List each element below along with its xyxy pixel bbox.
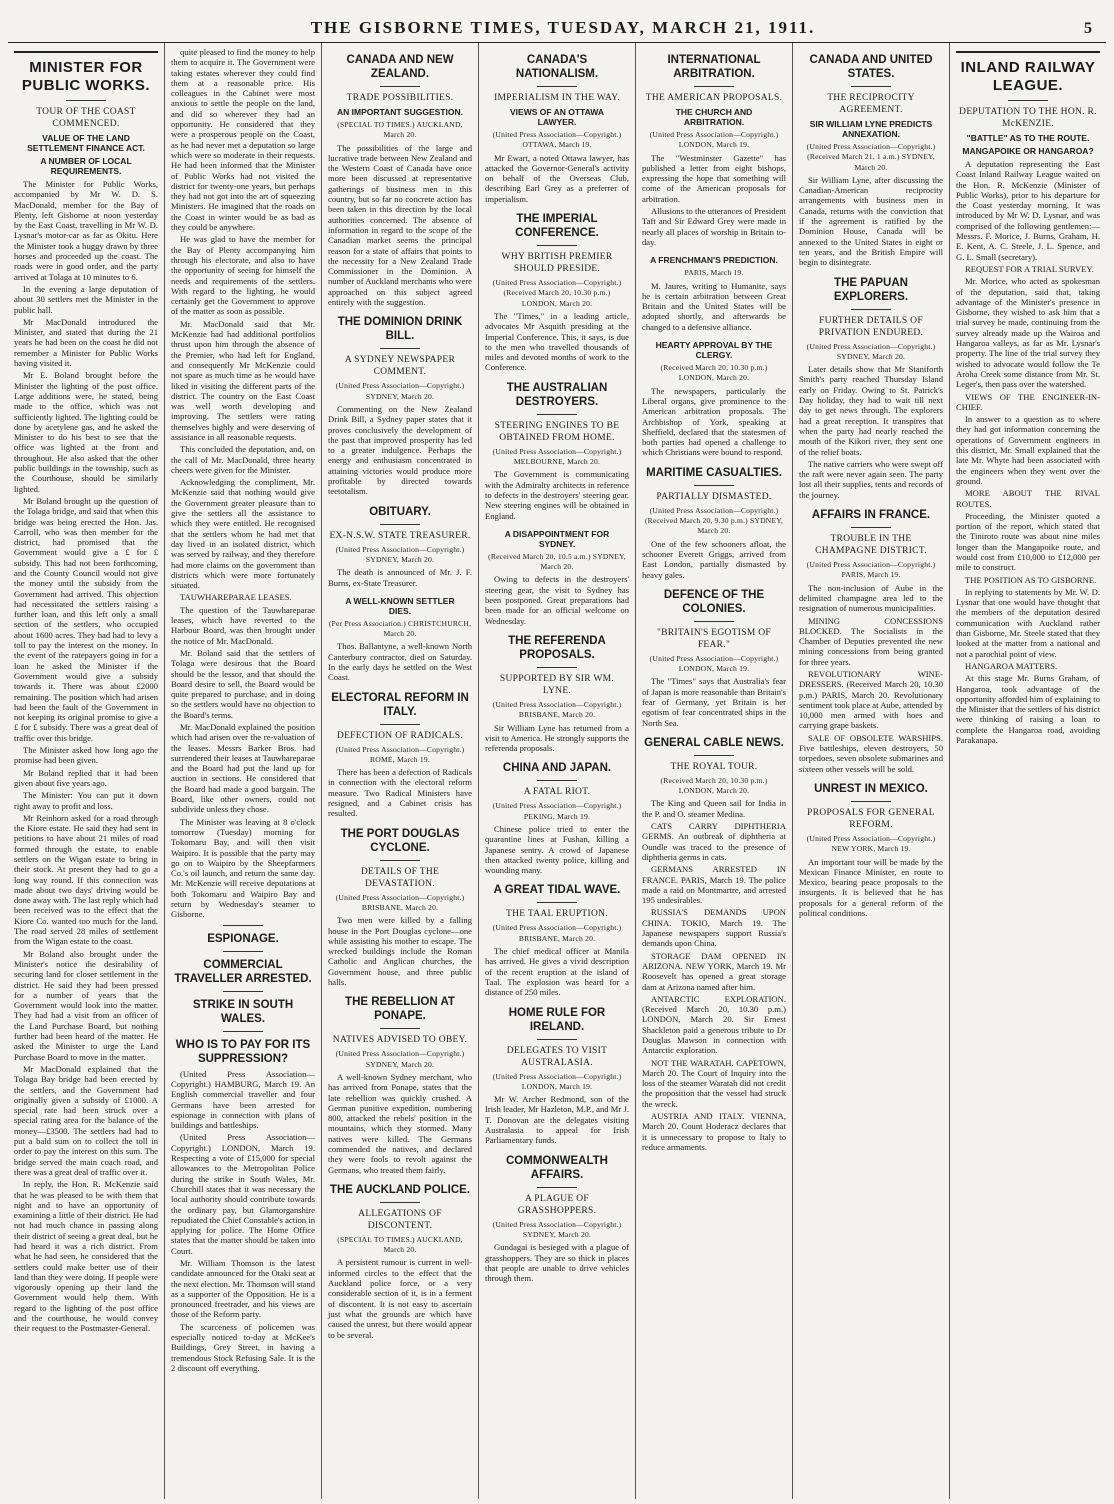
article-paragraph: The non-inclusion of Aube in the delimited champagne area led to the resignation of numerous municipalities. xyxy=(799,582,943,614)
article-subhead: NATIVES ADVISED TO OBEY. xyxy=(332,1035,468,1046)
article-paragraph: The Minister was leaving at 8 o'clock tomorrow (Tuesday) morning for Tokomaru Bay, and will then visit Waipiro. It is possible that the party may go on to Waipiro by the Sheepfarmers Co.'s oil launch, and return the same day. Mr. McKenzie will receive deputations at both Tokomaru and Waipiro Bay and return by Wednesday's steamer to Gisborne. xyxy=(171,816,315,920)
article-paragraph: Mr Reinhorn asked for a road through the Kiore estate. He said they had sent in petitions to have about 21 miles of road formed through the estate, to enable settlers on the Wigan estate to bring in their stock. At present they had to go a long way round. If this connection was made about two days' driving would be done away with. The last reply which had been received was to the effect that the Kiore Co. wanted too much for the land. The road served 28 miles of settlement from the Wigan estate to the coast. xyxy=(14,812,158,947)
article-headline: THE AUSTRALIAN DESTROYERS. xyxy=(506,381,608,408)
article-headline: THE PAPUAN EXPLORERS. xyxy=(833,276,909,303)
article xyxy=(799,276,943,500)
headline-divider xyxy=(537,1187,577,1188)
article-paragraph: quite pleased to find the money to help them to acquire it. The Government were taking estates wherever they could find them at a reasonable price. His colleagues in the Cabinet were most anxious to settle the people on the land, and did so wherever they had an opportunity. He considered that they were a prosperous people on the Coast, as he had never met a deputation so large which were so moderate in their requests. He had been informed that the Minister of Public Works had not visited the district for twenty-one years, but perhaps they had not got into the art of squeezing Ministers. He imagined that the roads on the Coast in winter would be as bad as they could be anywhere. xyxy=(171,47,315,233)
headline-divider xyxy=(380,860,420,861)
article-dateline: (SPECIAL TO TIMES.) AUCKLAND, March 20. xyxy=(337,120,463,140)
article-subhead: A PLAGUE OF GRASSHOPPERS. xyxy=(517,1193,597,1216)
article-paragraph: TAUWHAREPARAE LEASES. xyxy=(180,592,292,603)
article-paragraph: Mr. Morice, who acted as spokesman of the deputation, said that, taking advantage of the Minister's presence in Gisborne, they wished to ask him that a trial survey be made, continuing from the survey already made up the Wairoa and Hangaroa valleys, as far as Mr. Lysnar's property. The line of the trial survey they wished to advocate would follow the Te Aroha Creek some distance from Mr. St. Leger's, then pass over the watershed. xyxy=(956,276,1100,390)
article-paragraph: The Minister asked how long ago the promise had been given. xyxy=(14,745,158,766)
article-paragraph: ANTARCTIC EXPLORATION. (Received March 20, 10.30 p.m.) LONDON, March 20. Sir Ernest Shackleton paid a generous tribute to Dr Douglas Mawson in connection with Antarctic exploration. xyxy=(642,993,786,1056)
headline-divider xyxy=(537,667,577,668)
article-paragraph: In replying to statements by Mr. W. D. Lysnar that one would have thought that the members of the deputation desired communication with Auckland rather than Gisborne, Mr. Steele stated that they looked at the matter from a national and not a parochial point of view. xyxy=(956,586,1100,659)
article-paragraph: Mr Boland replied that it had been given about five years ago. xyxy=(14,767,158,788)
article-headline: CHINA AND JAPAN. xyxy=(502,762,612,775)
article xyxy=(328,53,472,307)
article xyxy=(485,883,629,997)
section-divider xyxy=(223,925,263,926)
article-subhead: A NUMBER OF LOCAL REQUIREMENTS. xyxy=(40,156,132,176)
article xyxy=(642,340,786,458)
article-subhead: PARTIALLY DISMASTED. xyxy=(656,491,772,502)
article-headline: THE PORT DOUGLAS CYCLONE. xyxy=(340,827,460,854)
article-headline: AFFAIRS IN FRANCE. xyxy=(811,509,931,522)
article-subhead: "BRITAIN'S EGOTISM OF FEAR." xyxy=(656,627,772,650)
article-subhead: AN IMPORTANT SUGGESTION. xyxy=(337,107,463,117)
article xyxy=(642,736,786,1152)
headline-divider xyxy=(380,86,420,87)
article-dateline: (Received March 20, 10.5 a.m.) SYDNEY, March 20. xyxy=(488,551,626,572)
article xyxy=(171,47,315,1373)
article xyxy=(14,51,158,1334)
article-paragraph: The newspapers, particularly the Liberal organs, give prominence to the American arbitration proposals. The Archbishop of York, speaking at Sheffield, declared that the statesmen of both parties had opened a challenge to which Christians were bound to respond. xyxy=(642,385,786,458)
article-subhead: VALUE OF THE LAND SETTLEMENT FINANCE ACT. xyxy=(27,133,145,153)
article-dateline: (Per Press Association.) CHRISTCHURCH, March 20. xyxy=(328,618,472,639)
article-paragraph: Mr E. Boland brought before the Minister the lighting of the post office. Large additions were, he stated, being made to the office, which was not sufficiently lighted. The lighting could be done by acetylene gas, and he asked the Minister to do his best to see that the office was lighted at the front and throughout. He also asked that the other public buildings in the township, such as the Courthouse, should be similarly lighted. xyxy=(14,370,158,494)
article-headline: A GREAT TIDAL WAVE. xyxy=(493,884,621,897)
article xyxy=(485,381,629,521)
article-headline: ELECTORAL REFORM IN ITALY. xyxy=(331,691,469,718)
article-subhead: PROPOSALS FOR GENERAL REFORM. xyxy=(807,807,935,830)
article xyxy=(328,691,472,819)
article-headline: THE REBELLION AT PONAPE. xyxy=(345,996,455,1023)
article-paragraph: The "Westminster Gazette" has published a letter from eight bishops, expressing the hope that something will come of the American proposals for arbitration. xyxy=(642,152,786,204)
headline-divider xyxy=(694,755,734,756)
headline-divider xyxy=(851,309,891,310)
article-paragraph: SALE OF OBSOLETE WARSHIPS. Five battleships, eleven destroyers, 50 torpedoes, seven obsolete submarines and sixteen other vessels will be sold. xyxy=(799,732,943,774)
article-subhead: SIR WILLIAM LYNE PREDICTS ANNEXATION. xyxy=(809,119,933,139)
article-dateline: (United Press Association—Copyright.) LONDON, March 19. xyxy=(649,653,779,674)
article-subhead: THE AMERICAN PROPOSALS. xyxy=(645,93,783,103)
section-divider xyxy=(223,951,263,952)
article-dateline: (United Press Association—Copyright.) BRISBANE, March 20. xyxy=(335,892,465,912)
article-paragraph: The chief medical officer at Manila has arrived. He gives a vivid description of the recent eruption at the island of Taal. The explosion was heard for a distance of 250 miles. xyxy=(485,946,629,998)
headline-divider xyxy=(380,724,420,725)
article-subhead: IMPERIALISM IN THE WAY. xyxy=(494,93,620,103)
columns-container xyxy=(8,43,1106,1499)
article-dateline: (United Press Association—Copyright.) OTTAWA, March 19. xyxy=(492,130,622,150)
article-headline: CANADA'S NATIONALISM. xyxy=(515,54,599,80)
article-paragraph: Owing to defects in the destroyers' steering gear, the visit to Sydney has been postponed. Great preparations had been made for an official welcome on Wednesday. xyxy=(485,574,629,626)
article-paragraph: The scarceness of policemen was especially noticed to-day at McKee's Buildings, Grey Street, in having a tremendous Stock Refusing Sale. It is the 2 discount off everything. xyxy=(171,1321,315,1373)
article-paragraph: The Minister for Public Works, accompanied by Mr W. D. S. MacDonald, member for the Bay of Plenty, left Gisborne at noon yesterday by the East Coast, travelling in Mr W. D. Lysnar's motor-car as far as Okitu. Here the Minister took a buggy drawn by three horses and proceeded up the coast. The roads were in good order, and the party arrived at Tolaga at 10 minutes to 6. xyxy=(14,179,158,282)
article-dateline: (United Press Association—Copyright.) BRISBANE, March 20. xyxy=(492,699,622,720)
article-paragraph: Mr. MacDonald said that Mr. McKenzie had had additional portfolios thrust upon him through the absence of the Premier, who had left for England, and consequently Mr McKenzie could not spare as much time as he would have liked in visiting the different parts of the district. The country on the East Coast was well worth developing and improving. The settlers were rating themselves highly and were deserving of assistance in all reasonable requests. xyxy=(171,318,315,442)
article xyxy=(642,588,786,728)
article-dateline: (United Press Association—Copyright.) LONDON, March 19. xyxy=(649,130,779,150)
article-paragraph: In reply, the Hon. R. McKenzie said that he was pleased to be with them that night and to have an opportunity of examining a little of their district. He had not had much chance in passing along their district of seeing a great deal, but he had heard it was a rich district. From what he had seen, he considered that the settlers could make better use of their land than they were doing. If people were vigorously opening up their land the Government would help them. With regard to the lighting of the post office and the courthouse, he would convey their request to the Postmaster-General. xyxy=(14,1179,158,1334)
article-headline: CANADA AND UNITED STATES. xyxy=(809,54,933,80)
article-paragraph: Mr. MacDonald explained the position which had arisen over the re-valuation of the leases. Messrs Barker Bros. had surrendered their leases at Tauwhareparae and the Board had put the land up for auction in sections. He considered that the Board had made a good bargain. The Board, like other owners, could not subdivide unless they chose. xyxy=(171,722,315,815)
article-subhead: EX-N.S.W. STATE TREASURER. xyxy=(329,530,471,541)
article-paragraph: Allusions to the utterances of President Taft and Sir Edward Grey were made in nearly all places of worship in Britain to-day. xyxy=(642,206,786,247)
article-paragraph: An important tour will be made by the Mexican Finance Minister, en route to Mexico, bearing peace proposals to the insurgents. It is believed that he has proposals for a general reform of the political conditions. xyxy=(799,856,943,919)
article-paragraph: Gundagai is besieged with a plague of grasshoppers. They are so thick in places that people are unable to drive vehicles through them. xyxy=(485,1242,629,1284)
article xyxy=(328,596,472,683)
article-dateline: (United Press Association—Copyright.) LONDON, March 19. xyxy=(492,1071,622,1091)
article-dateline: (United Press Association—Copyright.) BRISBANE, March 20. xyxy=(492,923,622,943)
article-subhead: MANGAPOIKE OR HANGAROA? xyxy=(962,146,1094,156)
article-dateline: (United Press Association—Copyright.) (Received March 21, 1 a.m.) SYDNEY, March 20. xyxy=(806,142,936,172)
article-paragraph: One of the few schooners afloat, the schooner Everett Griggs, arrived from East London, partially dismasted by heavy gales. xyxy=(642,538,786,580)
article xyxy=(328,1183,472,1340)
article-paragraph: STORAGE DAM OPENED IN ARIZONA. NEW YORK, March 19. Mr Roosevelt has opened a great storage dam at Arizona named after him. xyxy=(642,950,786,992)
article-paragraph: A persistent rumour is current in well-informed circles to the effect that the Auckland police force, or a very considerable section of it, is in a ferment of discontent. It is not easy to ascertain just what the grounds are which have caused the unrest, but there would appear to be several. xyxy=(328,1257,472,1340)
article-paragraph: Sir William Lyne, after discussing the Canadian-American reciprocity arrangements with business men in Canada, returns with the conviction that if the agreement is ratified by the Dominion House, Canada will be annexed to the United States in eight or ten years, and the British Empire will begin to disintegrate. xyxy=(799,174,943,268)
headline-divider xyxy=(537,780,577,781)
article-subhead: TROUBLE IN THE CHAMPAGNE DISTRICT. xyxy=(815,534,927,557)
article xyxy=(328,505,472,588)
article xyxy=(485,1006,629,1146)
article xyxy=(485,634,629,753)
article-subhead: A FRENCHMAN'S PREDICTION. xyxy=(650,255,778,266)
article-dateline: (Received March 20, 10.30 p.m.) LONDON, March 20. xyxy=(660,775,768,796)
article-subhead: SUPPORTED BY SIR WM. LYNE. xyxy=(499,673,615,696)
article-headline: CANADA AND NEW ZEALAND. xyxy=(346,54,454,80)
article-dateline: (United Press Association—Copyright.) SYDNEY, March 20. xyxy=(335,544,465,564)
article xyxy=(642,255,786,332)
article-paragraph: Mr Boland also brought under the Minister's notice the desirability of securing land for closer settlement in the district. He said they had been pressed for a number of years that the Government would look into the matter. They had had a visit from an officer of the Land Purchase Board, but nothing further had been heard of the matter. He asked the Minister to urge the Land Purchase Board to move in the matter. xyxy=(14,948,158,1062)
article-paragraph: The native carriers who were swept off the raft were never again seen. The party lost all their supplies, tents and records of the journey. xyxy=(799,458,943,500)
masthead xyxy=(8,0,1106,43)
article-paragraph: A deputation representing the East Coast Inland Railway League waited on the Hon. R. McKenzie (Minister of Public Works), prior to his departure for the Coast yesterday morning. It was introduced by Mr W. D. Lysnar, and was comprised of the following gentlemen:—Messrs. F. Morice, J. Burns, Graham, H. E. Kent, A. C. Steele, J. L. Spence, and G. L. Small (secretary). xyxy=(956,159,1100,262)
article-dateline: (United Press Association—Copyright.) ROME, March 19. xyxy=(335,744,465,764)
article-paragraph: GERMANS ARRESTED IN FRANCE. PARIS, March 19. The police made a raid on Montmartre, and arrested 195 undesirables. xyxy=(642,864,786,906)
article-subhead: STEERING ENGINES TO BE OBTAINED FROM HOME. xyxy=(494,420,620,443)
article-subhead: TOUR OF THE COAST COMMENCED. xyxy=(36,107,136,129)
headline-divider xyxy=(537,86,577,87)
section-divider xyxy=(223,991,263,992)
article-paragraph: Mr. Boland said that the settlers of Tolaga were desirous that the Board should be the lessor, and that should the Board desire to sell, the Board would be quite prepared to purchase, and in doing so the settlers would have no objection to the Board's terms. xyxy=(171,647,315,720)
article xyxy=(485,1154,629,1284)
article-paragraph: CATS CARRY DIPHTHERIA GERMS. An outbreak of diphtheria at Oundle was traced to the presence of diphtheria germs in cats. xyxy=(642,821,786,862)
headline-divider xyxy=(537,902,577,903)
article-headline: GENERAL CABLE NEWS. xyxy=(644,736,784,749)
article-paragraph: There has been a defection of Radicals in connection with the electoral reform measure. Two Radical Ministers have resigned, and a Cabinet crisis has resulted. xyxy=(328,767,472,819)
article-paragraph: (United Press Association—Copyright.) LONDON, March 19. Respecting a vote of £15,000 for special allowances to the Metropolitan Police during the strike in South Wales, Mr. Churchill states that it was necessary the local authority should contribute towards the ordinary pay, but Glamorganshire repudiated the Chief Constable's action in applying for police. The Home Office states that the matter should be taken into Court. xyxy=(171,1132,315,1256)
article-subhead: A FATAL RIOT. xyxy=(523,787,591,798)
column-5 xyxy=(636,43,793,1499)
article-paragraph: The "Times," in a leading article, advocates Mr Asquith presiding at the Imperial Conference. This, it says, is due to the men who travelled thousands of miles and devoted months of work to the Conference. xyxy=(485,310,629,373)
article-paragraph: This concluded the deputation, and, on the call of Mr. MacDonald, three hearty cheers were given for the Minister. xyxy=(171,444,315,475)
article-paragraph: AUSTRIA AND ITALY. VIENNA, March 20. Count Hoderacz declares that it is unnecessary to propose to Italy to reduce armaments. xyxy=(642,1111,786,1152)
article xyxy=(799,508,943,774)
article-subhead: A SYDNEY NEWSPAPER COMMENT. xyxy=(344,355,456,378)
headline-divider xyxy=(537,245,577,246)
article-paragraph: The "Times" says that Australia's fear of Japan is more reasonable than Britain's fear of Germany, yet Britain is her egotism of fear concentrated ships in the North Sea. xyxy=(642,676,786,728)
article-paragraph: The King and Queen sail for India in the P. and O. steamer Medina. xyxy=(642,798,786,819)
headline-divider xyxy=(380,1202,420,1203)
page-number: 5 xyxy=(1084,20,1092,37)
article xyxy=(642,53,786,247)
article-subhead: "BATTLE" AS TO THE ROUTE. xyxy=(966,133,1090,143)
headline-rule xyxy=(956,51,1100,53)
article-paragraph: Chinese police tried to enter the quarantine lines at Fushan, killing a Japanese sentry. A crowd of Japanese then attacked twenty police, killing and wounding many. xyxy=(485,823,629,876)
article-dateline: (United Press Association—Copyright.) (Received March 20, 10.30 p.m.) LONDON, March 20. xyxy=(492,278,622,308)
article-paragraph: Two men were killed by a falling house in the Port Douglas cyclone—one while assisting his mother to escape. The wrecked buildings include the Roman Catholic and Anglican churches, the Government house, and three public halls. xyxy=(328,915,472,988)
headline-divider xyxy=(537,1039,577,1040)
article-paragraph: Mr MacDonald explained that the Tolaga Bay bridge had been erected by the settlers, and the Government had originally given a subsidy of £1000. A special rate had been struck over a special rating area for the balance of the money—£3500. The settlers had had to put a bald sum on to collect the toll in order to pay the interest on this sum. The bridge served the main coach road, and there was a great deal of traffic over it. xyxy=(14,1063,158,1177)
article-dateline: PARIS, March 19. xyxy=(684,268,744,278)
article-paragraph: In answer to a question as to where they had got information concerning the operations of Government engineers in this district, Mr. Small explained that the late Mr. Whyte had been associated with the engineers when they went over the ground. xyxy=(956,414,1100,486)
section-heading: WHO IS TO PAY FOR ITS SUPPRESSION? xyxy=(175,1038,311,1065)
article-paragraph: THE POSITION AS TO GISBORNE. xyxy=(965,574,1097,585)
headline-rule xyxy=(14,51,158,53)
article-dateline: (United Press Association—Copyright.) PARIS, March 19. xyxy=(806,560,936,580)
article-paragraph: MINING CONCESSIONS BLOCKED. The Socialists in the Chamber of Deputies prevented the new mining concessions from being granted for three years. xyxy=(799,615,943,667)
article-headline: THE AUCKLAND POLICE. xyxy=(329,1183,471,1196)
article-subhead: HEARTY APPROVAL BY THE CLERGY. xyxy=(655,340,773,361)
article-dateline: (United Press Association—Copyright.) PEKING, March 19. xyxy=(492,801,622,821)
article-dateline: (United Press Association—Copyright.) (Received March 20, 9.30 p.m.) SYDNEY, March 20. xyxy=(644,505,784,536)
article-headline: THE IMPERIAL CONFERENCE. xyxy=(515,213,599,240)
article xyxy=(328,827,472,988)
headline-divider xyxy=(380,524,420,525)
article-paragraph: Mr. William Thomson is the latest candidate announced for the Otaki seat at the next election. Mr. Thomson will stand as a supporter of the Opposition. He is a pronounced freetrader, and his views are those of the Reform party. xyxy=(171,1257,315,1320)
article-headline: MINISTER FOR PUBLIC WORKS. xyxy=(21,59,151,94)
column-4 xyxy=(479,43,636,1499)
headline-divider xyxy=(694,86,734,87)
article xyxy=(485,212,629,373)
article-paragraph: At this stage Mr. Burns Graham, of Hangaroa, took advantage of the opportunity afforded him of explaining to the Minister that the settlers of his district were thinking of raising a loan to complete the Hangaroa road, avoiding Parakanapa. xyxy=(956,673,1100,746)
section-heading: COMMERCIAL TRAVELLER ARRESTED. xyxy=(174,958,312,985)
headline-divider xyxy=(851,527,891,528)
article-paragraph: M. Jaures, writing to Humanite, says he is certain arbitration between Great Britain and the United States will be adopted shortly, and afterwards be changed to a defensive alliance. xyxy=(642,280,786,332)
article xyxy=(485,761,629,875)
article-dateline: (United Press Association—Copyright.) NEW YORK, March 19. xyxy=(806,833,936,854)
article-subhead: DETAILS OF THE DEVASTATION. xyxy=(360,866,440,889)
article xyxy=(642,466,786,580)
headline-divider xyxy=(851,86,891,87)
article-paragraph: Thos. Ballantyne, a well-known North Canterbury contractor, died on Saturday. In the early days he settled on the West Coast. xyxy=(328,641,472,683)
article-paragraph: NOT THE WARATAH. CAPETOWN, March 20. The Court of Inquiry into the loss of the steamer Waratah did not credit the proposition that the vessel had struck the wreck. xyxy=(642,1057,786,1109)
article-subhead: ALLEGATIONS OF DISCONTENT. xyxy=(358,1208,442,1231)
article-headline: THE DOMINION DRINK BILL. xyxy=(337,316,463,343)
section-heading: ESPIONAGE. xyxy=(207,932,279,945)
article-paragraph: The Government is communicating with the Admiralty architects in reference to defects in the destroyers' steering gear. New steering engines will be obtained in England. xyxy=(485,469,629,521)
article-paragraph: The Minister: You can put it down right away to profit and loss. xyxy=(14,790,158,811)
article-headline: INLAND RAILWAY LEAGUE. xyxy=(960,59,1096,94)
column-1 xyxy=(8,43,165,1499)
article-paragraph: Mr Ewart, a noted Ottawa lawyer, has attacked the Governor-General's activity on behalf of the Overseas Club, describing Earl Grey as a preferrer of imperialism. xyxy=(485,152,629,204)
article-dateline: (United Press Association—Copyright.) SYDNEY, March 20. xyxy=(335,381,465,401)
article xyxy=(956,51,1100,745)
headline-divider xyxy=(694,485,734,486)
column-7 xyxy=(950,43,1106,1499)
article-subhead: FURTHER DETAILS OF PRIVATION ENDURED. xyxy=(818,315,924,338)
article-paragraph: Later details show that Mr Staniforth Smith's party reached Thursday Island early on Friday. Owing to St. Patrick's Day holiday, they had to wait till next day to get news through. The explorers had a great reception. It transpires that when the party had nearly reached the mouth of the Kikori river, they sent one of the relief boats. xyxy=(799,364,943,457)
article-dateline: (United Press Association—Copyright.) SYDNEY, March 20. xyxy=(806,341,936,361)
article-subhead: A DISAPPOINTMENT FOR SYDNEY. xyxy=(504,528,610,549)
article-paragraph: The question of the Tauwhareparae leases, which have reverted to the Harbour Board, was then brought under the notice of Mr. MacDonald. xyxy=(171,604,315,646)
article-subhead: TRADE POSSIBILITIES. xyxy=(346,93,454,103)
article xyxy=(485,529,629,626)
article-headline: HOME RULE FOR IRELAND. xyxy=(508,1006,606,1033)
article-paragraph: Acknowledging the compliment, Mr. McKenzie said that nothing would give the Government greater pleasure than to give the settlers all the assistance to which they were entitled. He recognised that the settlers whom he had met that day lived in an isolated district, which was served by railway, and they therefore had more claims on the government than districts which were more fortunately situated. xyxy=(171,477,315,591)
article-headline: OBITUARY. xyxy=(369,505,431,518)
headline-divider xyxy=(694,621,734,622)
article-paragraph: Mr Boland brought up the question of the Tolaga bridge, and said that when this bridge was being erected the Hon. Jas. Carroll, who was then member for the district, had promised that the Government would give a £ for £ subsidy. This had not been forthcoming, and the County Council would not give the money until the subsidy from the Government had arrived. This objection had necessitated the settlers raising a further loan, and this left only a small section of the settlers, who occupied about 1600 acres. They had had to levy a toll to pay the interest on the money. In the event of the ratepayers going in for a loan he asked the Minister if the Government would give a subsidy towards it. There was about £2000 remaining. The position which had arisen had been the fault of the Government in not keeping its original promise to give a £ for £ subsidy. There was a great deal of traffic over this bridge. xyxy=(14,495,158,743)
article xyxy=(485,53,629,204)
newspaper-title: THE GISBORNE TIMES, TUESDAY, MARCH 21, 1911. xyxy=(310,18,816,37)
article-paragraph: A well-known Sydney merchant, who has arrived from Ponape, states that the late rebellion was quickly crushed. A German punitive expedition, numbering 800, attacked the rebels' position in the mountains, which they stormed. Many natives were killed. The Germans commended the natives, and declared they were fools to revolt against the Germans, who treated them fairly. xyxy=(328,1071,472,1175)
article-paragraph: (United Press Association—Copyright.) HAMBURG, March 19. An English commercial traveller and four Germans have been arrested for espionage in connection with plans of buildings and battleships. xyxy=(171,1068,315,1131)
article-dateline: (United Press Association—Copyright.) SYDNEY, March 20. xyxy=(492,1219,622,1239)
section-heading: STRIKE IN SOUTH WALES. xyxy=(192,998,294,1025)
article-paragraph: Mr MacDonald introduced the Minister, and stated that during the 21 years he had been on the coast he did not remember a Minister for Public Works having visited it. xyxy=(14,316,158,369)
headline-divider xyxy=(851,801,891,802)
article-subhead: WHY BRITISH PREMIER SHOULD PRESIDE. xyxy=(501,252,613,275)
article-headline: UNREST IN MEXICO. xyxy=(814,782,928,795)
article-dateline: (United Press Association—Copyright.) MELBOURNE, March 20. xyxy=(492,446,622,467)
article-subhead: DELEGATES TO VISIT AUSTRALASIA. xyxy=(506,1045,608,1068)
article-paragraph: Commenting on the New Zealand Drink Bill, a Sydney paper states that it proves conclusively the development of the past that improved prosperity has led to a greater indulgence. Perhaps the energy and enthusiasm concentrated in attaining victories would produce more profitable by directed towards teetotalism. xyxy=(328,403,472,497)
article-dateline: (United Press Association—Copyright.) SYDNEY, March 20. xyxy=(335,1049,465,1069)
headline-divider xyxy=(537,414,577,415)
article-paragraph: MORE ABOUT THE RIVAL ROUTES. xyxy=(956,488,1100,509)
article-dateline: (SPECIAL TO TIMES.) AUCKLAND, March 20. xyxy=(337,1234,463,1255)
article-subhead: DEPUTATION TO THE HON. R. McKENZIE. xyxy=(959,107,1097,129)
article xyxy=(328,995,472,1175)
article-paragraph: The death is announced of Mr. J. F. Burns, ex-State Treasurer. xyxy=(328,567,472,588)
article xyxy=(799,53,943,268)
column-3 xyxy=(322,43,479,1499)
article-headline: MARITIME CASUALTIES. xyxy=(646,466,782,479)
headline-divider xyxy=(66,100,106,101)
column-6 xyxy=(793,43,950,1499)
article-paragraph: RUSSIA'S DEMANDS UPON CHINA. TOKIO, March 19. The Japanese newspapers support Russia's demands upon China. xyxy=(642,907,786,949)
article-headline: INTERNATIONAL ARBITRATION. xyxy=(667,54,761,80)
article-subhead: THE RECIPROCITY AGREEMENT. xyxy=(827,93,915,115)
article-subhead: THE CHURCH AND ARBITRATION. xyxy=(675,107,753,127)
article-subhead: A WELL-KNOWN SETTLER DIES. xyxy=(345,595,455,616)
article-dateline: (Received March 20, 10.30 p.m.) LONDON, March 20. xyxy=(660,363,768,383)
article-paragraph: Sir William Lyne has returned from a visit to America. He strongly supports the referenda proposals. xyxy=(485,722,629,754)
article-paragraph: VIEWS OF THE ENGINEER-IN-CHIEF. xyxy=(956,391,1100,412)
article-headline: DEFENCE OF THE COLONIES. xyxy=(663,588,765,615)
article-paragraph: REVOLUTIONARY WINE-DRESSERS. (Received March 20, 10.30 p.m.) PARIS, March 20. Revolutionary sentiment took place at Aube, attended by 10,000 men armed with hoes and carrying grape baskets. xyxy=(799,668,943,731)
article-paragraph: He was glad to have the member for the Bay of Plenty accompanying him through his electorate, and also to have the opportunity of seeing for himself the needs and requirements of the settlers. With regard to the lighting, he would certainly get the Government to approve of the matter as soon as possible. xyxy=(171,234,315,317)
headline-divider xyxy=(1008,100,1048,101)
article-subhead: THE TAAL ERUPTION. xyxy=(505,909,608,920)
article-paragraph: In the evening a large deputation of about 30 settlers met the Minister in the public hall. xyxy=(14,283,158,315)
article xyxy=(328,315,472,496)
headline-divider xyxy=(380,1028,420,1029)
article-paragraph: REQUEST FOR A TRIAL SURVEY. xyxy=(965,263,1094,274)
article-headline: THE REFERENDA PROPOSALS. xyxy=(508,634,606,661)
section-divider xyxy=(223,1031,263,1032)
article-paragraph: HANGAROA MATTERS. xyxy=(965,660,1058,671)
article xyxy=(799,782,943,918)
article-subhead: DEFECTION OF RADICALS. xyxy=(336,730,464,741)
article-paragraph: Mr W. Archer Redmond, son of the Irish leader, Mr Hazleton, M.P., and Mr J. T. Donovan are the delegates visiting Australasia to appeal for Irish Parliamentary funds. xyxy=(485,1094,629,1146)
article-subhead: THE ROYAL TOUR. xyxy=(670,761,758,772)
article-paragraph: The possibilities of the large and lucrative trade between New Zealand and the Western Coast of Canada have once more been discussed at representative gatherings of business men in this country, but so far no concrete action has been taken in this direction by the local authorities concerned. The absence of information in regard to the scope of the Canadian market seems the principal reason for a state of affairs that points to the necessity for a New Zealand Trade Commissioner in the Dominion. A number of Auckland merchants who were approached on this subject agreed entirely with the suggestion. xyxy=(328,142,472,308)
article-headline: COMMONWEALTH AFFAIRS. xyxy=(506,1154,608,1181)
headline-divider xyxy=(380,348,420,349)
article-paragraph: Proceeding, the Minister quoted a portion of the report, which stated that the Tinirotо route was about nine miles longer than the Mangapoike route, and would cost from £10,000 to £12,000 per mile to construct. xyxy=(956,510,1100,573)
article-subhead: VIEWS OF AN OTTAWA LAWYER. xyxy=(510,107,604,127)
column-2 xyxy=(165,43,322,1499)
